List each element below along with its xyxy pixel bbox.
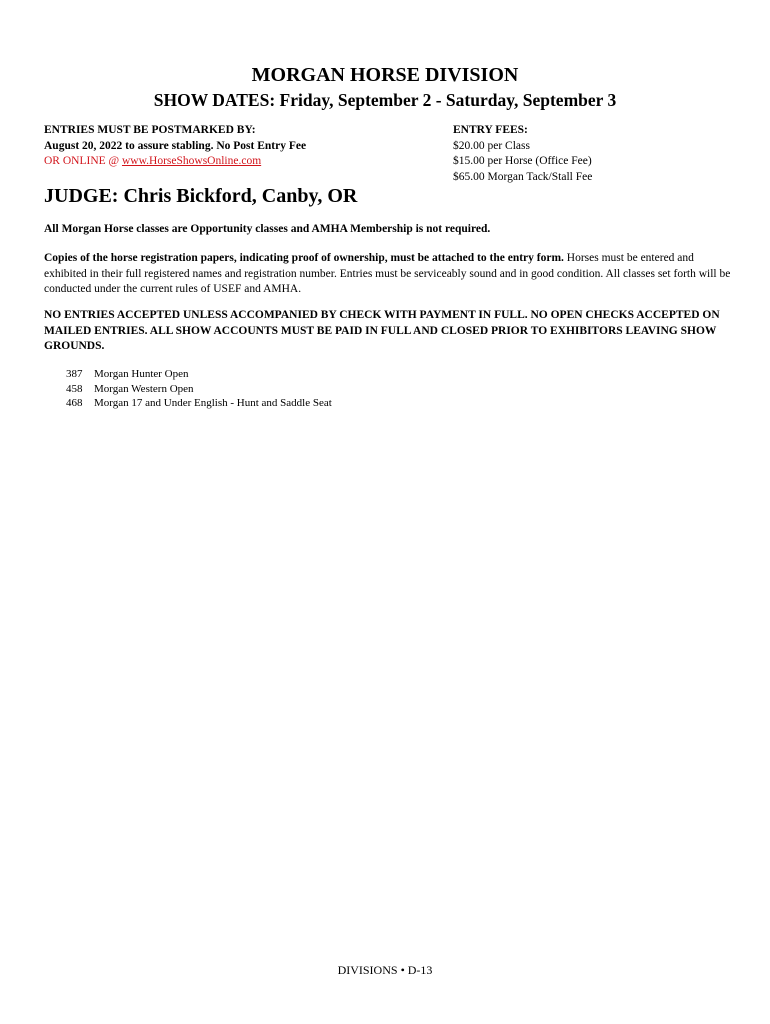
entry-fees-block xyxy=(453,123,733,185)
class-name: Morgan Hunter Open xyxy=(94,368,189,380)
judge-heading: JUDGE: Chris Bickford, Canby, OR xyxy=(44,185,358,207)
deadline-text: August 20, 2022 to assure stabling. No Post Entry Fee xyxy=(44,139,307,152)
class-row xyxy=(50,396,332,411)
fee-item: $15.00 per Horse (Office Fee) xyxy=(453,155,592,167)
fees-label: ENTRY FEES: xyxy=(453,124,528,136)
class-list xyxy=(50,367,332,411)
fee-item: $65.00 Morgan Tack/Stall Fee xyxy=(453,170,593,183)
class-number: 468 xyxy=(66,397,83,409)
entries-deadline-block xyxy=(44,123,424,170)
class-number: 387 xyxy=(66,368,83,380)
class-row xyxy=(50,367,332,382)
registration-bold-text: Copies of the horse registration papers, indicating proof of ownership, must be attached to the entry form. xyxy=(44,252,564,264)
class-name: Morgan 17 and Under English - Hunt and Saddle Seat xyxy=(94,397,332,409)
payment-paragraph: NO ENTRIES ACCEPTED UNLESS ACCOMPANIED BY CHECK WITH PAYMENT IN FULL. NO OPEN CHECKS ACCEPTED ON MAILED ENTRIES. ALL SHOW ACCOUNTS MUST BE PAID IN FULL AND CLOSED PRIOR TO EXHIBITORS LEAVING SHOW GROUNDS. xyxy=(44,309,720,352)
fee-item: $20.00 per Class xyxy=(453,139,530,152)
online-prefix: OR ONLINE @ xyxy=(44,155,122,167)
registration-paragraph xyxy=(44,251,734,298)
show-dates: SHOW DATES: Friday, September 2 - Saturday, September 3 xyxy=(153,90,617,110)
registration-text: Horses must be entered and exhibited in their full registered names and registration number. Entries must be serviceably sound and in good condition. All classes set forth will be conducted under the current rules of USEF and AMHA. xyxy=(44,252,731,295)
page-footer: DIVISIONS • D-13 xyxy=(337,963,433,977)
online-entry-link[interactable]: www.HorseShowsOnline.com xyxy=(121,155,262,167)
class-name: Morgan Western Open xyxy=(94,382,194,395)
division-title: MORGAN HORSE DIVISION xyxy=(251,64,519,86)
class-number: 458 xyxy=(66,382,83,395)
opportunity-paragraph: All Morgan Horse classes are Opportunity classes and AMHA Membership is not required. xyxy=(44,223,491,235)
online-entry-line xyxy=(44,154,424,170)
deadline-label: ENTRIES MUST BE POSTMARKED BY: xyxy=(44,124,256,136)
class-row xyxy=(50,382,332,397)
